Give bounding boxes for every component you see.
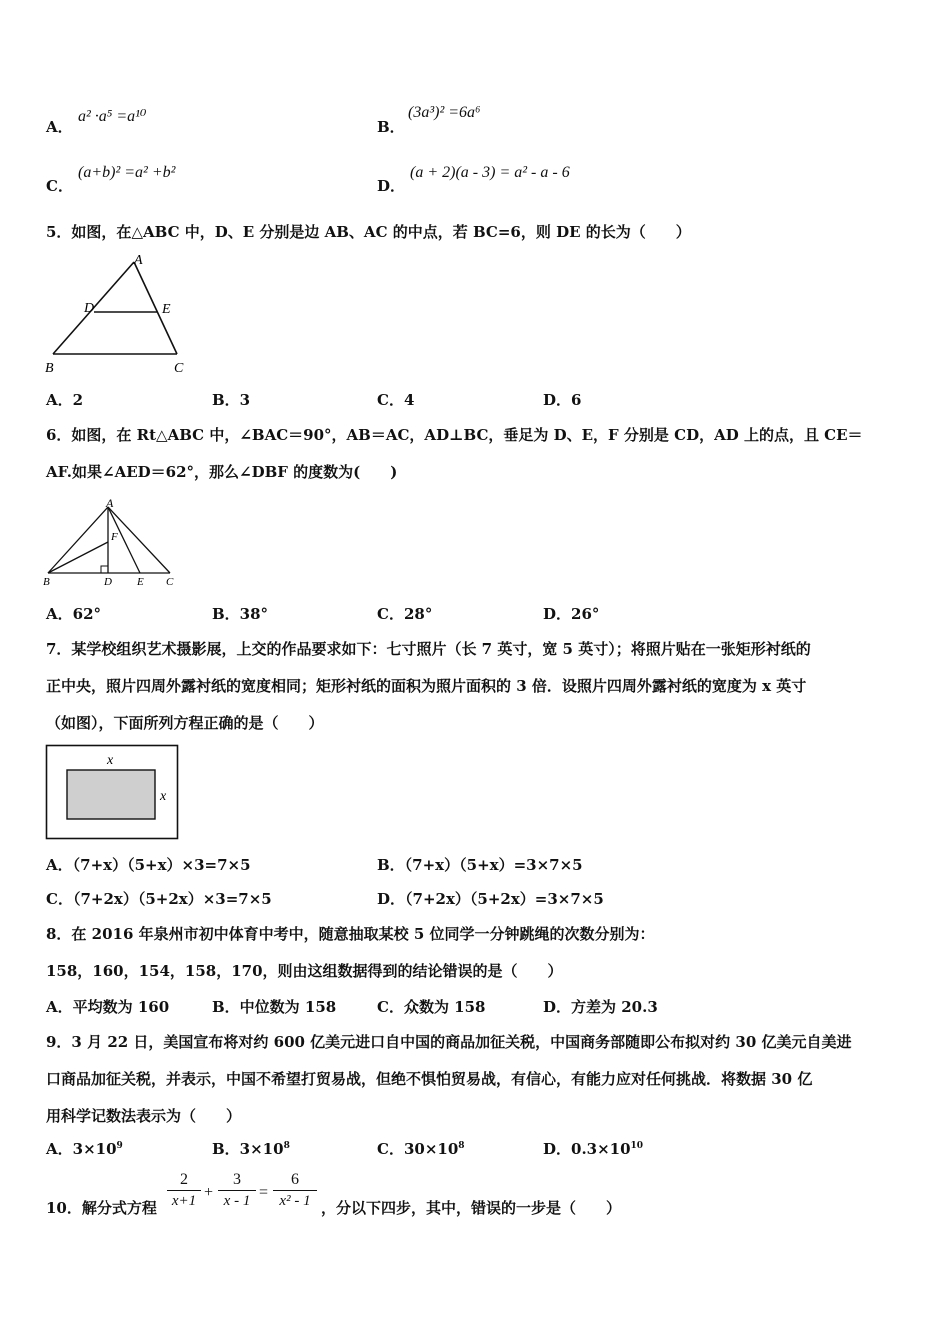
q4-option-b-expr: (3a³)² =6a⁶	[408, 104, 481, 121]
q6-option-b: B．38°	[212, 605, 269, 623]
q4-option-a-expr: a² ·a⁵ =a¹⁰	[78, 108, 147, 125]
q4-option-d-label: D．	[377, 177, 406, 195]
q10-equals-sign: =	[259, 1184, 269, 1201]
q6-label-d: D	[104, 576, 112, 588]
q7-question-line2: 正中央，照片四周外露衬纸的宽度相同；矩形衬纸的面积为照片面积的 3 倍．设照片四周外露衬纸的宽度为 x 英寸	[46, 677, 807, 695]
q10-fraction-3-numerator: 6	[291, 1171, 299, 1188]
q10-plus-sign: +	[204, 1184, 214, 1201]
q6-option-a: A．62°	[46, 605, 102, 623]
q5-option-c: C．4	[377, 391, 415, 409]
q4-option-c-expr: (a+b)² =a² +b²	[78, 164, 176, 181]
q6-option-d: D．26°	[543, 605, 600, 623]
q5-label-d: D	[84, 301, 95, 316]
q9-option-c: C．$30\times 10^8$	[377, 1140, 465, 1158]
q7-option-b: B．（7+x）（5+x）=3×7×5	[377, 856, 583, 874]
q10-fraction-3-denominator: x² - 1	[279, 1193, 311, 1209]
q5-question-text: 5．如图，在△ABC 中，D、E 分别是边 AB、AC 的中点，若 BC=6，则 DE 的长为（ ）	[46, 223, 691, 241]
q8-option-a: A．平均数为 160	[46, 998, 170, 1016]
q10-fraction-3	[273, 1170, 317, 1211]
q5-option-d: D．6	[543, 391, 582, 409]
q8-option-b: B．中位数为 158	[212, 998, 337, 1016]
q6-triangle-figure	[40, 495, 185, 590]
q7-question-line3: （如图），下面所列方程正确的是（ ）	[46, 714, 324, 732]
q6-label-b: B	[43, 576, 50, 588]
q5-label-c: C	[174, 361, 184, 375]
q6-question-line1: 6．如图，在 Rt△ABC 中，∠BAC＝90°，AB＝AC，AD⊥BC，垂足为 D、E，F 分别是 CD，AD 上的点，且 CE＝	[46, 426, 863, 444]
q6-label-c: C	[166, 576, 174, 588]
q6-label-f: F	[111, 531, 118, 543]
q7-option-c: C．（7+2x）（5+2x）×3=7×5	[46, 890, 272, 908]
q7-option-a: A．（7+x）（5+x）×3=7×5	[46, 856, 251, 874]
q9-question-line2: 口商品加征关税，并表示，中国不希望打贸易战，但绝不惧怕贸易战，有信心，有能力应对任何挑战．将数据 30 亿	[46, 1070, 813, 1088]
q6-option-c: C．28°	[377, 605, 433, 623]
q7-label-right-x: x	[160, 789, 167, 804]
q4-option-a-label: A．	[46, 118, 73, 136]
q7-photo-frame-figure	[45, 744, 181, 842]
q4-option-d-expr: (a + 2)(a - 3) = a² - a - 6	[410, 164, 570, 181]
q9-question-line1: 9．3 月 22 日，美国宣布将对约 600 亿美元进口自中国的商品加征关税，中国商务部随即公布拟对约 30 亿美元自美进	[46, 1033, 852, 1051]
q10-question-prefix: 10．解分式方程	[46, 1199, 157, 1217]
q9-option-d: D．$0.3\times 10^{10}$	[543, 1140, 644, 1158]
q9-option-b: B．$3\times 10^8$	[212, 1140, 290, 1158]
q5-label-a: A	[134, 253, 143, 268]
q6-question-line2: AF.如果∠AED＝62°，那么∠DBF 的度数为( )	[46, 463, 398, 481]
q8-question-line2: 158，160，154，158，170，则由这组数据得到的结论错误的是（ ）	[46, 962, 563, 980]
q5-label-e: E	[162, 302, 171, 317]
q6-label-a: A	[106, 496, 114, 510]
q6-label-e: E	[137, 576, 144, 588]
q8-option-d: D．方差为 20.3	[543, 998, 658, 1016]
q10-fraction-2-numerator: 3	[233, 1171, 241, 1188]
q4-option-b-label: B．	[377, 118, 405, 136]
q10-fraction-2-denominator: x - 1	[223, 1193, 251, 1209]
q10-question-suffix: ，分以下四步，其中，错误的一步是（ ）	[321, 1199, 622, 1217]
q7-option-d: D．（7+2x）（5+2x）=3×7×5	[377, 890, 604, 908]
q10-fraction-2	[218, 1170, 256, 1211]
q10-fraction-1-denominator: x+1	[171, 1193, 197, 1209]
q5-label-b: B	[45, 361, 54, 375]
q5-triangle-figure	[44, 250, 189, 375]
q7-label-top-x: x	[107, 753, 114, 768]
q9-option-a: A．$3\times 10^9$	[46, 1140, 123, 1158]
q4-option-c-label: C．	[46, 177, 73, 195]
q7-question-line1: 7．某学校组织艺术摄影展，上交的作品要求如下：七寸照片（长 7 英寸，宽 5 英寸）；将照片贴在一张矩形衬纸的	[46, 640, 811, 658]
q5-option-b: B．3	[212, 391, 251, 409]
q10-fraction-1	[167, 1170, 201, 1211]
q5-option-a: A．2	[46, 391, 84, 409]
q8-option-c: C．众数为 158	[377, 998, 486, 1016]
q10-fraction-1-numerator: 2	[180, 1171, 188, 1188]
q9-question-line3: 用科学记数法表示为（ ）	[46, 1107, 242, 1125]
q8-question-line1: 8．在 2016 年泉州市初中体育中考中，随意抽取某校 5 位同学一分钟跳绳的次数分别为：	[46, 925, 655, 943]
